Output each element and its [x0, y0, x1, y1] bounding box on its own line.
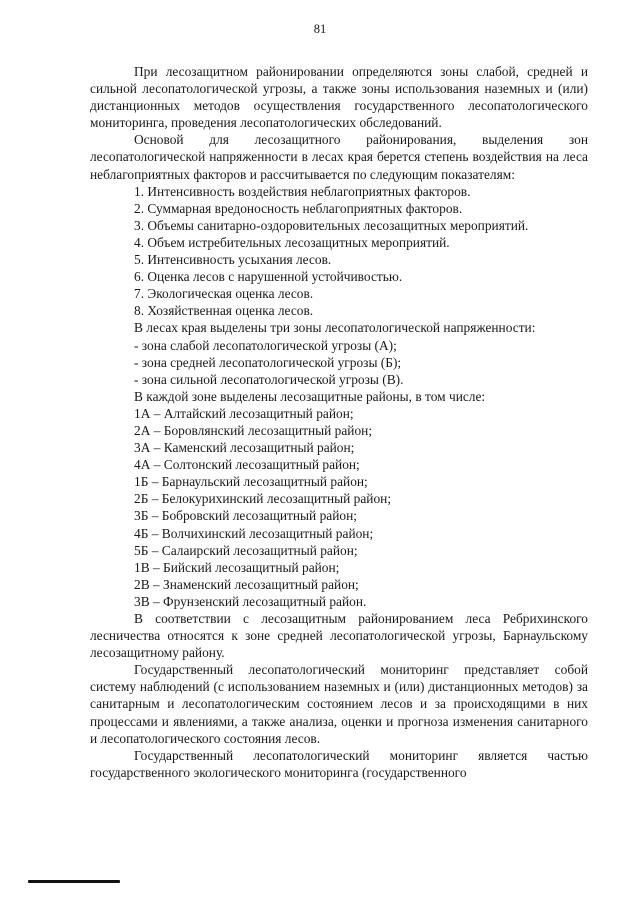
- district-list: [90, 405, 588, 610]
- list-item: 2В – Знаменский лесозащитный район;: [134, 576, 359, 592]
- list-item: 3. Объемы санитарно-оздоровительных лесозащитных мероприятий.: [134, 217, 529, 233]
- list-item: 4А – Солтонский лесозащитный район;: [134, 457, 360, 473]
- list-item: 7. Экологическая оценка лесов.: [134, 286, 314, 302]
- paragraph-rebrikha-forestry: В соответствии с лесозащитным районированием леса Ребрихинского лесничества относятся к зоне средней лесопатологической угрозы, Барнаульскому лесозащитному району.: [90, 611, 588, 661]
- list-item: 1А – Алтайский лесозащитный район;: [134, 405, 354, 421]
- list-item: 2. Суммарная вредоносность неблагоприятных факторов.: [134, 200, 463, 216]
- list-item: 1В – Бийский лесозащитный район;: [134, 559, 340, 575]
- footer-rule: [28, 880, 120, 883]
- list-item: 5Б – Салаирский лесозащитный район;: [134, 542, 358, 558]
- list-item: 4Б – Волчихинский лесозащитный район;: [134, 525, 374, 541]
- list-item: 4. Объем истребительных лесозащитных мероприятий.: [134, 234, 450, 250]
- list-item: 8. Хозяйственная оценка лесов.: [134, 303, 314, 319]
- paragraph-zones-intro: В лесах края выделены три зоны лесопатологической напряженности:: [134, 320, 536, 336]
- paragraph-zoning-intro: При лесозащитном районировании определяются зоны слабой, средней и сильной лесопатологической угрозы, а также зоны использования наземных и (или) дистанционных методов осуществления государственного лесопатологического мониторинга, проведения лесопатологических обследований.: [90, 64, 588, 131]
- paragraph-monitoring-definition: Государственный лесопатологический мониторинг представляет собой систему наблюдений (с использованием наземных и (или) дистанционных методов) за санитарным и лесопатологическим состоянием лесов и за происходящими в них процессами и явлениями, а также анализа, оценки и прогноза изменения санитарного и лесопатологического состояния лесов.: [90, 662, 588, 746]
- list-item: - зона средней лесопатологической угрозы (Б);: [134, 354, 402, 370]
- list-item: - зона сильной лесопатологической угрозы (В).: [134, 371, 404, 387]
- list-item: 1. Интенсивность воздействия неблагоприятных факторов.: [134, 183, 471, 199]
- paragraph-districts-intro: В каждой зоне выделены лесозащитные районы, в том числе:: [134, 388, 486, 404]
- indicator-list: [90, 183, 588, 320]
- list-item: - зона слабой лесопатологической угрозы (А);: [134, 337, 397, 353]
- list-item: 3А – Каменский лесозащитный район;: [134, 440, 355, 456]
- list-item: 5. Интенсивность усыхания лесов.: [134, 252, 332, 268]
- page-body: [90, 63, 588, 781]
- list-item: 6. Оценка лесов с нарушенной устойчивостью.: [134, 269, 403, 285]
- list-item: 2Б – Белокурихинский лесозащитный район;: [134, 491, 392, 507]
- page-number: 81: [313, 22, 327, 36]
- list-item: 2А – Боровлянский лесозащитный район;: [134, 422, 373, 438]
- list-item: 1Б – Барнаульский лесозащитный район;: [134, 474, 368, 490]
- list-item: 3В – Фрунзенский лесозащитный район.: [134, 593, 367, 609]
- paragraph-monitoring-part: Государственный лесопатологический мониторинг является частью государственного экологического мониторинга (государственного: [90, 747, 588, 780]
- list-item: 3Б – Бобровский лесозащитный район;: [134, 508, 357, 524]
- paragraph-zoning-basis: Основой для лесозащитного районирования, выделения зон лесопатологической напряженности в лесах края берется степень воздействия на леса неблагоприятных факторов и рассчитывается по следующим показателям:: [90, 132, 588, 182]
- zone-list: [90, 337, 588, 388]
